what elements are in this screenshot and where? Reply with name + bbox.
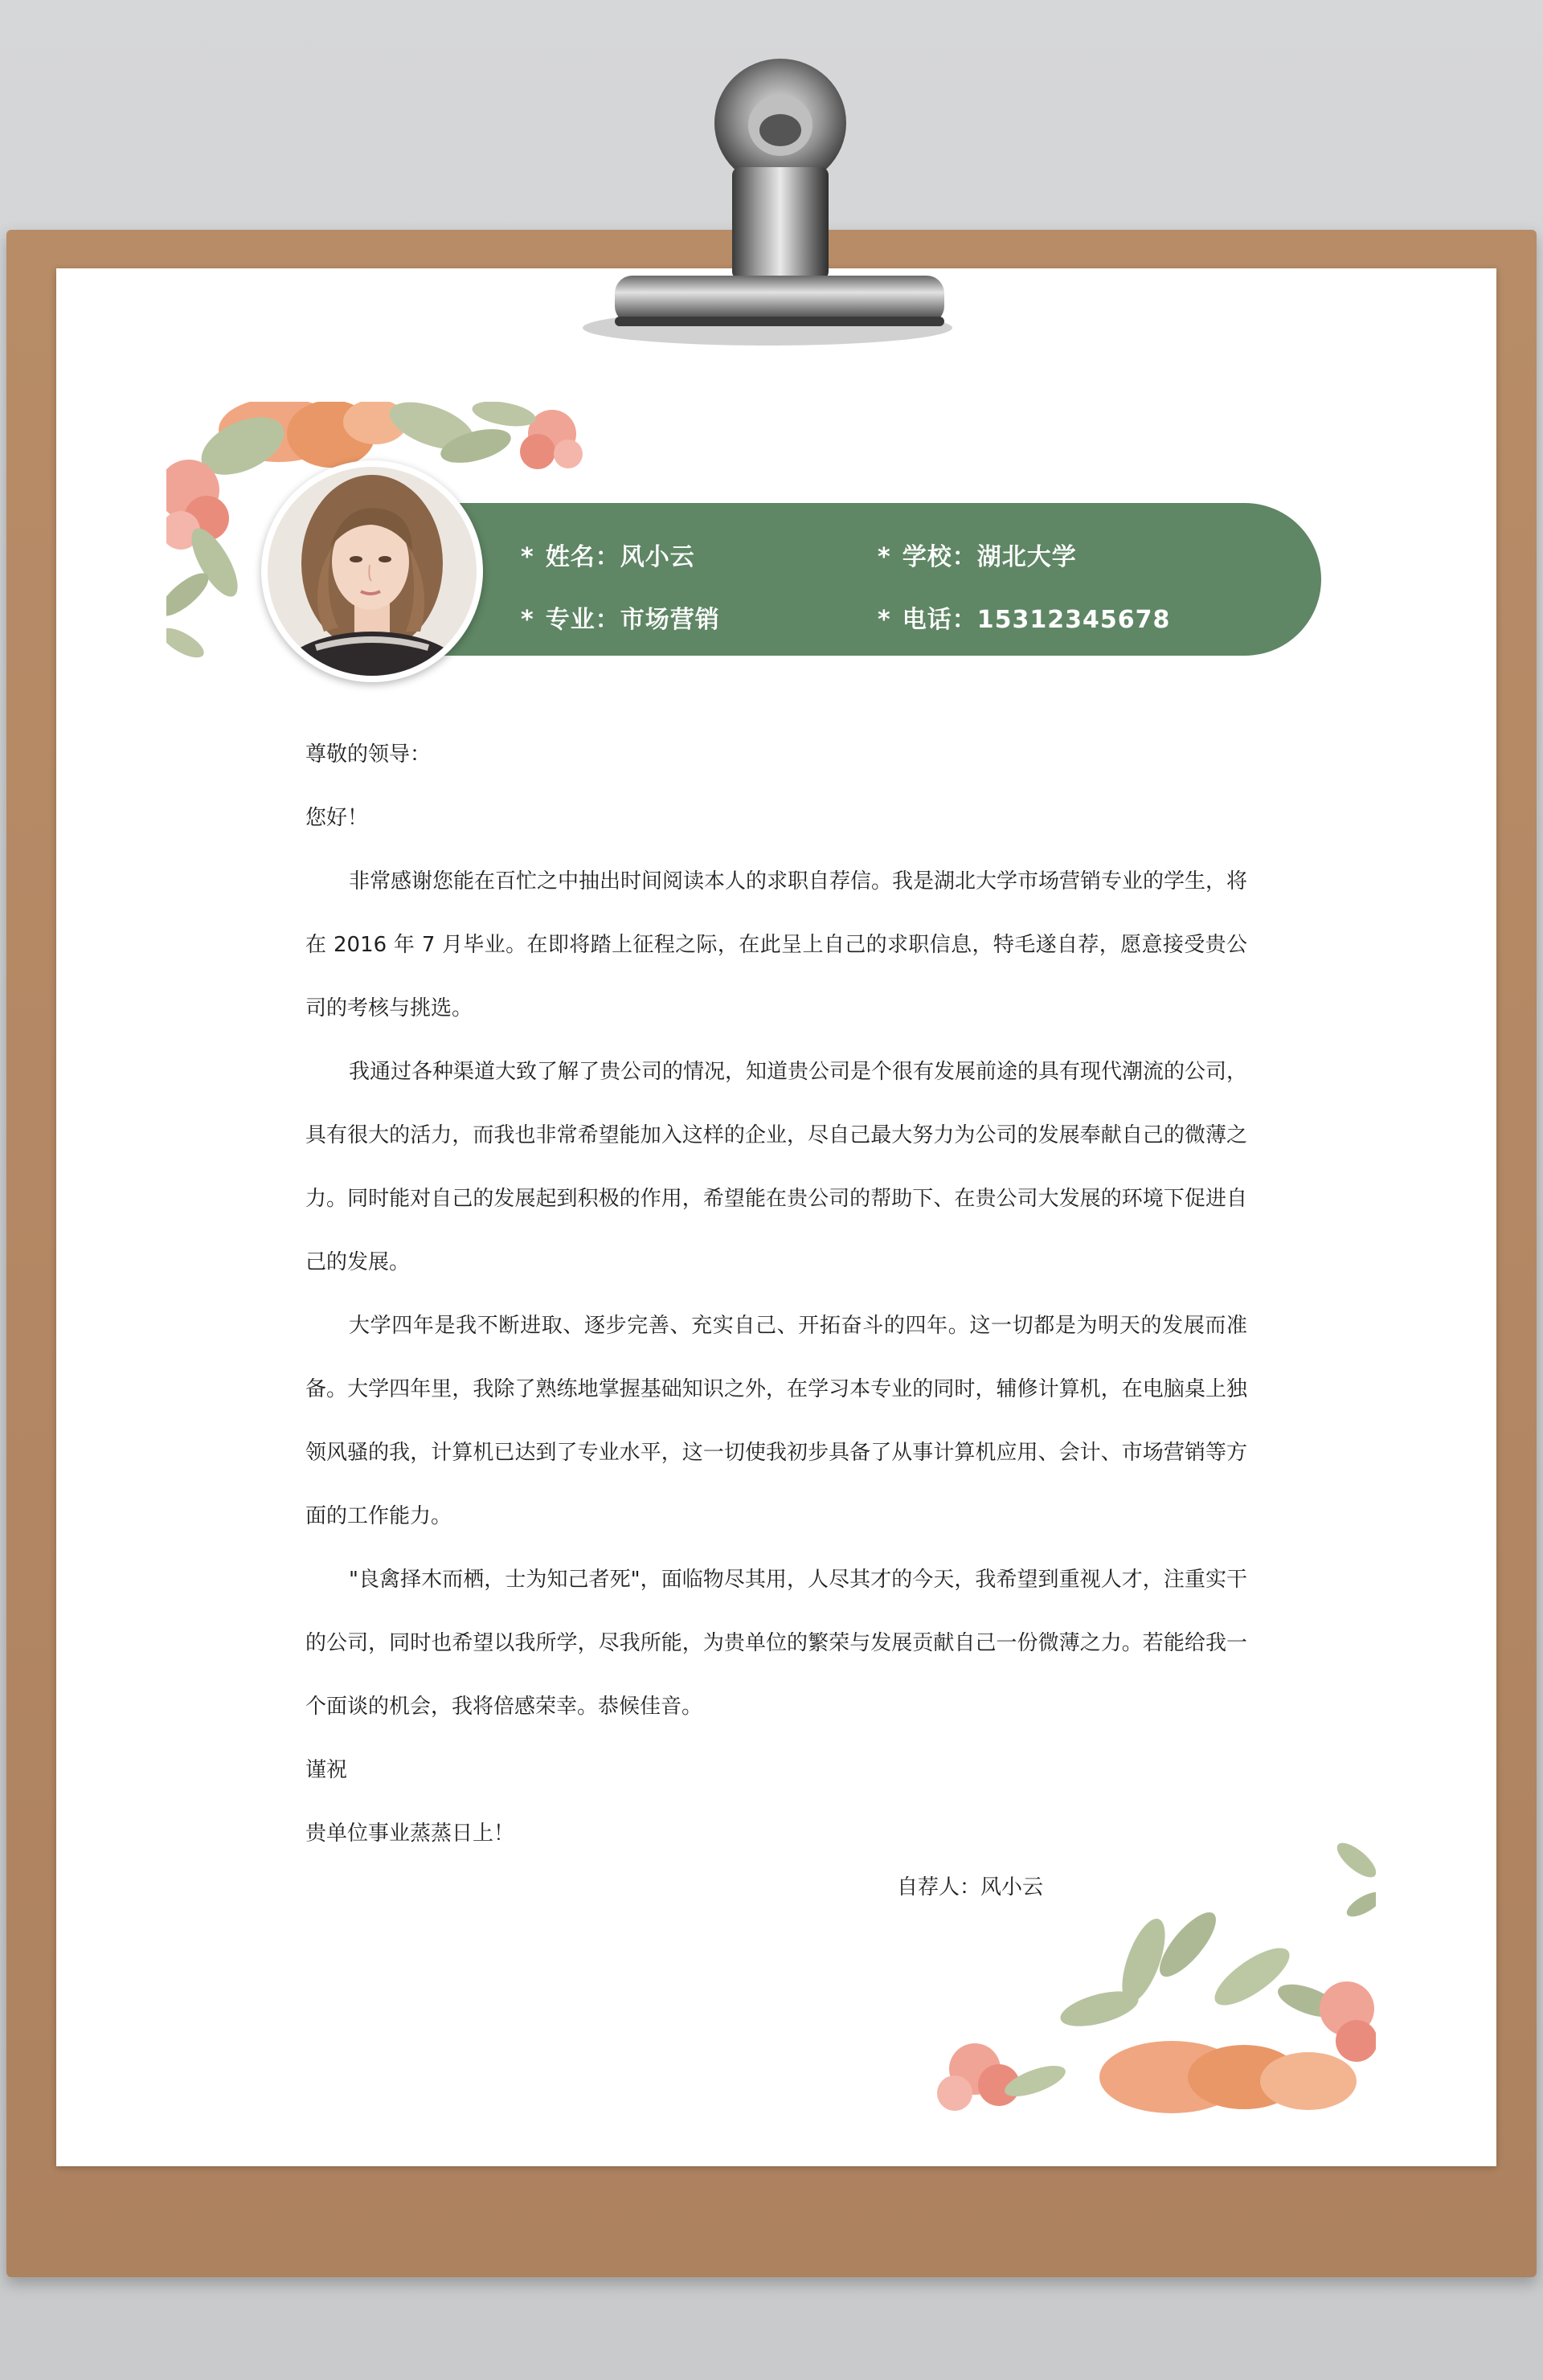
bullet-star: *	[521, 543, 534, 571]
name-label: 姓名：	[545, 543, 620, 571]
signature-label: 自荐人：	[897, 1875, 981, 1900]
major-value: 市场营销	[620, 606, 720, 634]
letter-paragraph-2: 我通过各种渠道大致了解了贵公司的情况，知道贵公司是个很有发展前途的具有现代潮流的公司，具有很大的活力，而我也非常希望能加入这样的企业，尽自己最大努力为公司的发展奉献自己的微薄之力。同时能对自己的发展起到积极的作用，希望能在贵公司的帮助下、在贵公司大发展的环境下促进自己的发展。	[305, 1060, 1248, 1274]
cover-letter-body	[305, 723, 1247, 1866]
info-name	[521, 537, 695, 572]
bullet-star: *	[521, 606, 534, 634]
letter-signature	[897, 1856, 1043, 1920]
bullet-star: *	[878, 606, 891, 634]
letter-closing: 谨祝	[305, 1758, 348, 1782]
phone-label: 电话：	[902, 606, 977, 634]
letter-paragraph-3: 大学四年是我不断进取、逐步完善、充实自己、开拓奋斗的四年。这一切都是为明天的发展而准备。大学四年里，我除了熟练地掌握基础知识之外，在学习本专业的同时，辅修计算机，在电脑桌上独领风骚的我，计算机已达到了专业水平，这一切使我初步具备了从事计算机应用、会计、市场营销等方面的工作能力。	[305, 1314, 1247, 1528]
binder-clip-icon	[567, 47, 952, 360]
letter-paragraph-1: 非常感谢您能在百忙之中抽出时间阅读本人的求职自荐信。我是湖北大学市场营销专业的学生，将在 2016 年 7 月毕业。在即将踏上征程之际，在此呈上自己的求职信息，特毛遂自荐，愿意接受贵公司的考核与挑选。	[305, 869, 1248, 1020]
name-value: 风小云	[620, 543, 695, 571]
major-label: 专业：	[545, 606, 620, 634]
letter-wish: 贵单位事业蒸蒸日上！	[305, 1822, 515, 1846]
portrait-photo-icon	[268, 467, 477, 676]
school-value: 湖北大学	[976, 543, 1077, 571]
avatar	[268, 467, 477, 676]
school-label: 学校：	[902, 543, 977, 571]
letter-hello: 您好！	[305, 806, 369, 830]
signature-name: 风小云	[980, 1875, 1044, 1900]
phone-value: 15312345678	[976, 606, 1171, 634]
info-major	[521, 599, 720, 635]
info-school	[878, 537, 1077, 572]
bullet-star: *	[878, 543, 891, 571]
letter-greeting: 尊敬的领导：	[305, 742, 432, 767]
info-phone	[878, 599, 1170, 635]
letter-paragraph-4: "良禽择木而栖，士为知己者死"，面临物尽其用，人尽其才的今天，我希望到重视人才，注重实干的公司，同时也希望以我所学，尽我所能，为贵单位的繁荣与发展贡献自己一份微薄之力。若能给我一个面谈的机会，我将倍感荣幸。恭候佳音。	[305, 1568, 1247, 1719]
